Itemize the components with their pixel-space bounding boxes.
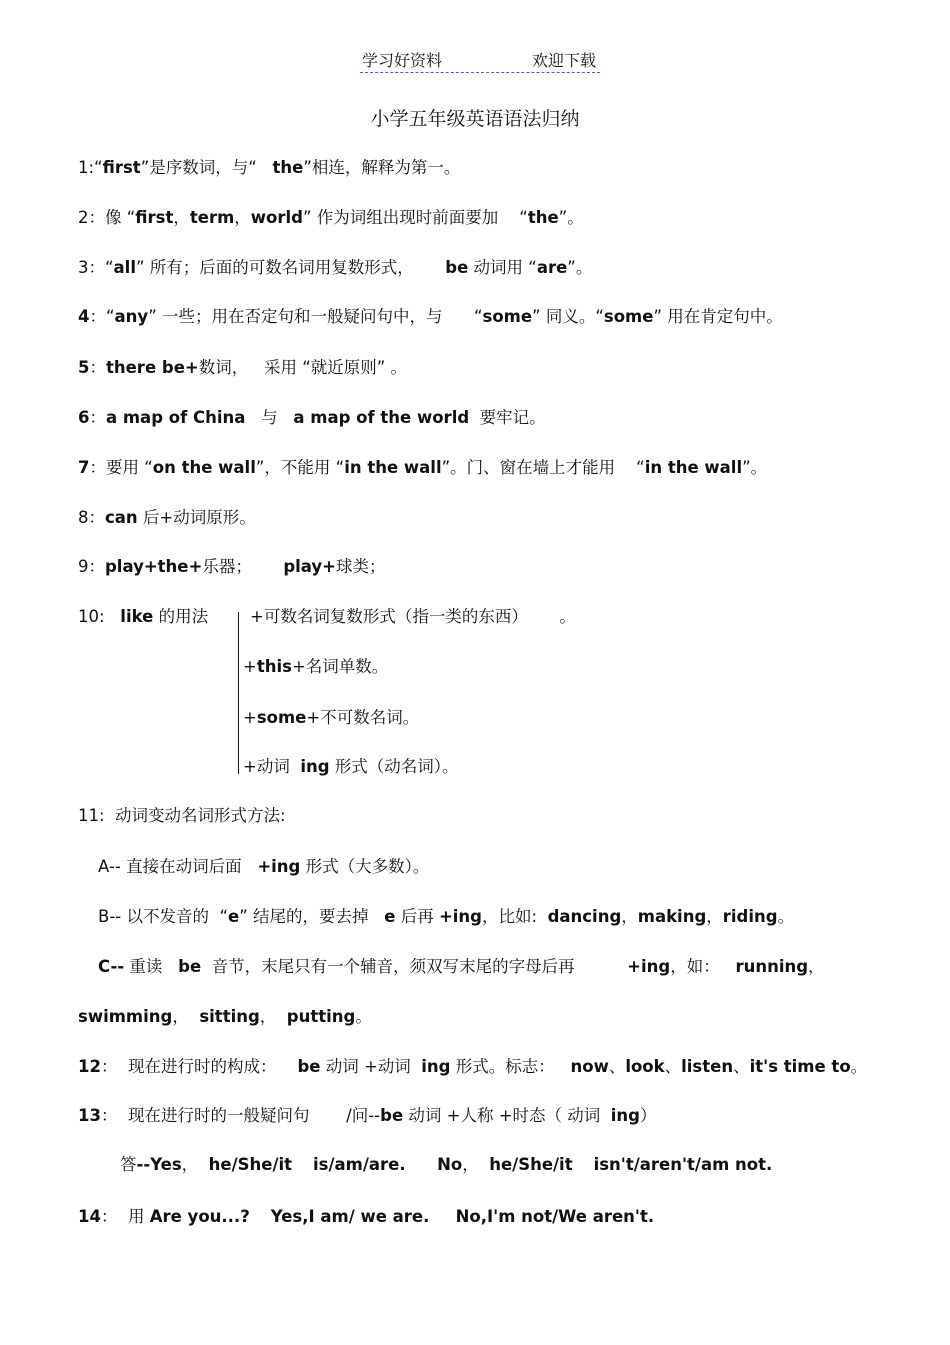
rule-8: 8：can 后+动词原形。 xyxy=(78,508,256,527)
rule-10-option-1: +可数名词复数形式（指一类的东西） 。 xyxy=(250,607,576,626)
rule-3: 3：“all” 所有；后面的可数名词用复数形式， be 动词用 “are”。 xyxy=(78,258,593,277)
rule-10: 10: like 的用法 xyxy=(78,607,209,626)
rule-1: 1:“first”是序数词，与“ the”相连，解释为第一。 xyxy=(78,158,461,177)
rule-5: 5：there be+数词， 采用 “就近原则” 。 xyxy=(78,358,408,377)
document-title: 小学五年级英语语法归纳 xyxy=(370,108,580,130)
rule-11-c: C-- 重读 be 音节，末尾只有一个辅音，须双写末尾的字母后再 +ing，如： running， xyxy=(98,957,825,976)
rule-10-option-4: +动词 ing 形式（动名词）。 xyxy=(243,757,459,776)
rule-9: 9：play+the+乐器； play+球类； xyxy=(78,557,386,576)
rule-10-option-2: +this+名词单数。 xyxy=(243,657,389,676)
rule-11-b: B-- 以不发音的 “e” 结尾的，要去掉 e 后再 +ing，比如: dancing，making，riding。 xyxy=(98,907,795,926)
rule-11-c-continued: swimming， sitting， putting。 xyxy=(78,1007,372,1026)
rule-4: 4：“any” 一些；用在否定句和一般疑问句中，与 “some” 同义。“some” 用在肯定句中。 xyxy=(78,307,783,326)
rule-6: 6：a map of China 与 a map of the world 要牢记。 xyxy=(78,408,546,427)
rule-10-option-3: +some+不可数名词。 xyxy=(243,708,420,727)
rule-2: 2：像 “first，term，world” 作为词组出现时前面要加 “the”。 xyxy=(78,208,584,227)
rule-13-answer: 答--Yes， he/She/it is/am/are. No， he/She/it isn't/aren't/am not. xyxy=(120,1155,773,1174)
rule-12: 12： 现在进行时的构成： be 动词 +动词 ing 形式。标志： now、look、listen、it's time to。 xyxy=(78,1057,868,1076)
header-left-text: 学习好资料 xyxy=(362,51,443,70)
rule-11: 11: 动词变动名词形式方法: xyxy=(78,806,286,825)
bracket-divider xyxy=(238,612,239,774)
header-right-text: 欢迎下载 xyxy=(531,51,596,70)
page-header xyxy=(360,48,600,73)
rule-7: 7：要用 “on the wall”，不能用 “in the wall”。门、窗在墙上才能用 “in the wall”。 xyxy=(78,458,768,477)
rule-11-a: A-- 直接在动词后面 +ing 形式（大多数）。 xyxy=(98,857,430,876)
rule-13: 13： 现在进行时的一般疑问句 /问--be 动词 +人称 +时态（ 动词 ing） xyxy=(78,1106,657,1125)
rule-14: 14： 用 Are you...? Yes,I am/ we are. No,I'm not/We aren't. xyxy=(78,1207,655,1226)
